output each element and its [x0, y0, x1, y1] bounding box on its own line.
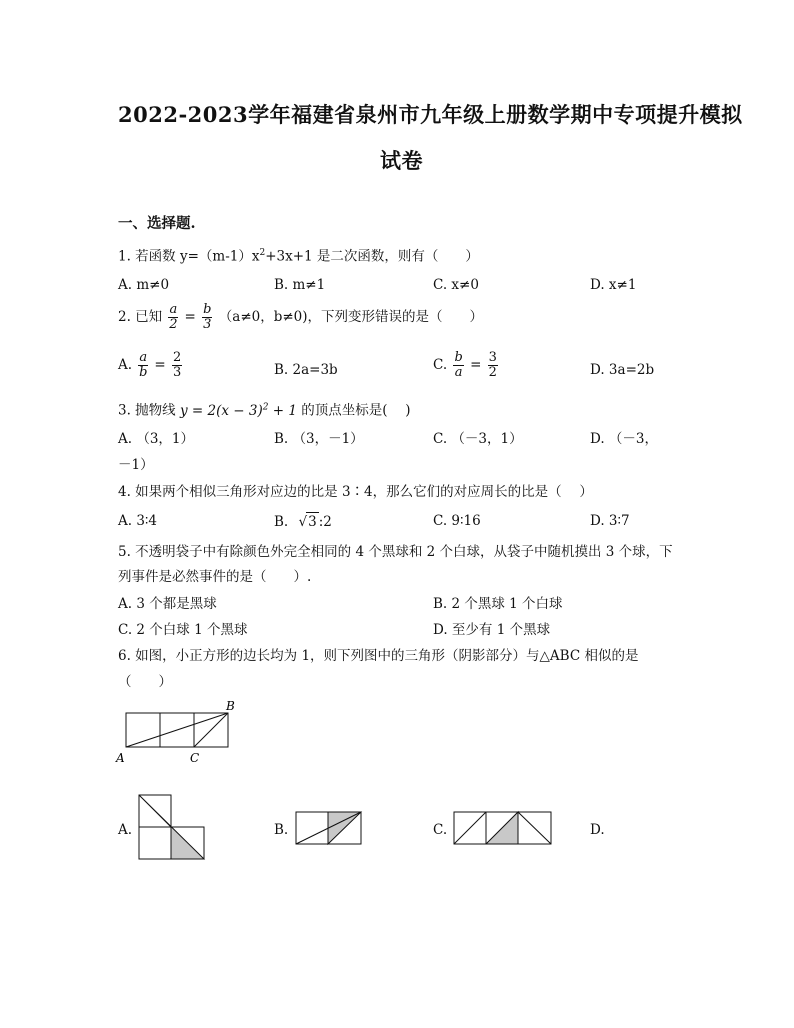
- q3-option-b: B. （3，－1）: [274, 431, 364, 447]
- q5-option-d: D. 至少有 1 个黑球: [433, 622, 551, 638]
- label-b: B: [226, 699, 235, 713]
- label-a: A: [116, 751, 125, 765]
- q2-option-b: B. 2a=3b: [274, 362, 338, 378]
- q3-option-c: C. （－3，1）: [433, 431, 523, 447]
- question-4-stem: 4. 如果两个相似三角形对应边的比是 3∶4，那么它们的对应周长的比是（ ）: [118, 484, 593, 500]
- q1-option-b: B. m≠1: [274, 277, 326, 293]
- q2-option-c: C. $\frac{b}{a}$ = $\frac{3}{2}$: [433, 350, 497, 380]
- q2-option-d: D. 3a=2b: [590, 362, 655, 378]
- q1-option-a: A. m≠0: [118, 277, 170, 293]
- q6-figure-a: [136, 793, 208, 863]
- question-5-stem-line1: 5. 不透明袋子中有除颜色外完全相同的 4 个黑球和 2 个白球，从袋子中随机摸出 3 个球，下: [118, 544, 673, 560]
- q5-option-a: A. 3 个都是黑球: [118, 596, 217, 612]
- q4-option-d: D. 3∶7: [590, 513, 630, 529]
- q6-option-b: B.: [274, 822, 289, 838]
- question-6-stem-line2: （ ）: [118, 674, 172, 690]
- question-2-stem: 2. 已知 $\frac{a}{2}$ = $\frac{b}{3}$ （a≠0，b≠0)，下列变形错误的是（ ）: [118, 302, 484, 332]
- question-1-stem: 1. 若函数 $y=(m-1)x^2+3x+1$ 是二次函数，则有（ ）: [118, 248, 479, 265]
- q4-option-b: B. √3 :2: [274, 514, 332, 530]
- label-c: C: [190, 751, 200, 765]
- q6-option-a: A.: [118, 822, 133, 838]
- q1-option-c: C. x≠0: [433, 277, 479, 293]
- q4-option-c: C. 9∶16: [433, 513, 481, 529]
- q6-option-c: C.: [433, 822, 448, 838]
- reference-figure-abc: [110, 696, 245, 768]
- q6-option-d: D.: [590, 822, 605, 838]
- section-heading: 一、选择题.: [118, 215, 196, 232]
- q2-option-a: A. $\frac{a}{b}$ = $\frac{2}{3}$: [118, 350, 182, 380]
- q6-figure-c: [452, 810, 554, 846]
- question-3-stem: 3. 抛物线 $y = 2(x - 3)^2 + 1$ 的顶点坐标是( ): [118, 402, 411, 419]
- q5-option-c: C. 2 个白球 1 个黑球: [118, 622, 248, 638]
- q4-option-a: A. 3∶4: [118, 513, 158, 529]
- question-6-stem-line1: 6. 如图，小正方形的边长均为 1，则下列图中的三角形（阴影部分）与△ABC 相似的是: [118, 648, 639, 664]
- page-title: 2022-2023学年福建省泉州市九年级上册数学期中专项提升模拟: [118, 102, 743, 127]
- q1-option-d: D. x≠1: [590, 277, 637, 293]
- q3-option-d-wrap: －1）: [118, 457, 154, 473]
- q3-option-a: A. （3，1）: [118, 431, 195, 447]
- q5-option-b: B. 2 个黑球 1 个白球: [433, 596, 563, 612]
- q3-formula: $y = 2(x - 3)^2 + 1$: [179, 402, 297, 419]
- question-5-stem-line2: 列事件是必然事件的是（ ）.: [118, 569, 312, 585]
- q3-option-d: D. （－3，: [590, 431, 659, 447]
- q6-figure-b: [294, 810, 364, 846]
- page-title-line2: 试卷: [380, 148, 423, 173]
